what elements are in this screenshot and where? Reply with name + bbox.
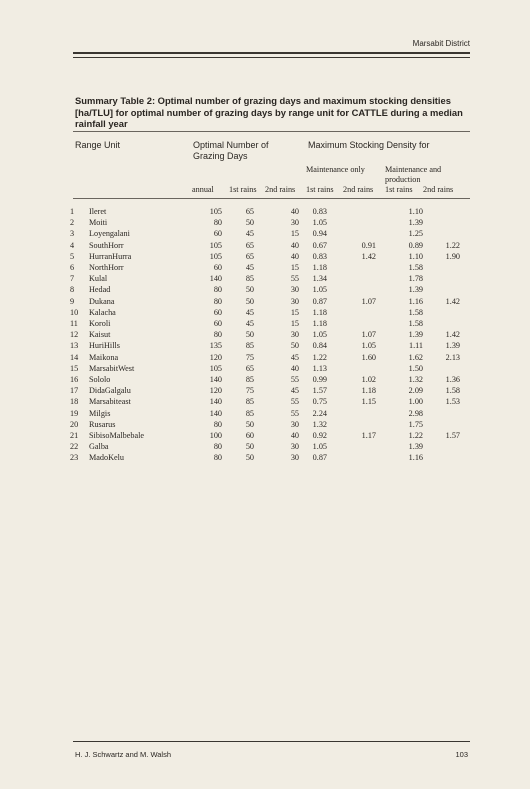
second-rains-days: 30	[290, 330, 299, 340]
maint-prod-2nd: 1.57	[445, 431, 460, 441]
annual-days: 120	[209, 386, 222, 396]
second-rains-days: 40	[290, 363, 299, 373]
first-rains-days: 45	[245, 307, 254, 317]
first-rains-days: 50	[245, 285, 254, 295]
table-row	[70, 385, 460, 396]
row-number: 1	[70, 207, 75, 216]
subheader-maintenance-only: Maintenance only	[306, 165, 365, 174]
second-rains-days: 40	[290, 207, 299, 216]
maint-prod-2nd	[423, 452, 460, 463]
first-rains-days: 85	[245, 341, 254, 351]
first-rains-days: 85	[245, 397, 254, 407]
row-number: 23	[70, 453, 79, 463]
row-number: 21	[70, 431, 79, 441]
row-number: 12	[70, 330, 79, 340]
caption-rule	[73, 131, 470, 132]
annual-days: 80	[213, 330, 222, 340]
table-row	[70, 217, 460, 228]
table-row	[70, 396, 460, 407]
first-rains-days: 65	[245, 363, 254, 373]
range-unit-name: Marsabiteast	[89, 397, 131, 407]
second-rains-days: 55	[290, 397, 299, 407]
maint-prod-1st: 1.16	[408, 296, 423, 306]
row-number: 5	[70, 251, 75, 261]
table-row	[70, 228, 460, 239]
maint-prod-1st: 1.10	[408, 251, 423, 261]
maint-only-1st: 0.83	[312, 207, 327, 216]
maint-only-2nd	[327, 262, 376, 273]
maint-only-2nd	[327, 206, 376, 217]
annual-days: 60	[213, 263, 222, 273]
maint-only-1st: 1.34	[312, 274, 327, 284]
first-rains-days: 85	[245, 274, 254, 284]
first-rains-days: 60	[245, 431, 254, 441]
maint-only-2nd: 1.17	[361, 431, 376, 441]
annual-days: 60	[213, 307, 222, 317]
table-row	[70, 251, 460, 262]
maint-prod-2nd: 1.39	[445, 341, 460, 351]
subheader-2nd-rains: 2nd rains	[343, 185, 374, 194]
maint-only-2nd	[327, 318, 376, 329]
second-rains-days: 30	[290, 419, 299, 429]
maint-prod-1st: 1.39	[408, 285, 423, 295]
range-unit-name: Galba	[89, 442, 109, 452]
maint-only-1st: 0.75	[312, 397, 327, 407]
range-unit-name: Rusarus	[89, 419, 116, 429]
second-rains-days: 15	[290, 307, 299, 317]
first-rains-days: 50	[245, 296, 254, 306]
annual-days: 80	[213, 296, 222, 306]
annual-days: 105	[209, 251, 222, 261]
range-unit-name: DidaGalgalu	[89, 386, 131, 396]
maint-prod-2nd: 2.13	[445, 352, 460, 362]
subheader-annual: annual	[192, 185, 214, 194]
maint-only-1st: 1.32	[312, 419, 327, 429]
maint-only-1st: 0.87	[312, 296, 327, 306]
range-unit-name: Milgis	[89, 408, 111, 418]
range-unit-name: HuriHills	[89, 341, 120, 351]
row-number: 18	[70, 397, 79, 407]
table-row	[70, 352, 460, 363]
maint-prod-2nd: 1.58	[445, 386, 460, 396]
row-number: 6	[70, 263, 75, 273]
maint-prod-1st: 1.25	[408, 229, 423, 239]
grazing-table	[70, 206, 460, 464]
maint-only-1st: 0.84	[312, 341, 327, 351]
row-number: 14	[70, 352, 79, 362]
second-rains-days: 30	[290, 285, 299, 295]
maint-prod-1st: 1.39	[408, 330, 423, 340]
second-rains-days: 55	[290, 274, 299, 284]
maint-only-1st: 0.87	[312, 453, 327, 463]
table-row	[70, 273, 460, 284]
maint-prod-2nd: 1.36	[445, 375, 460, 385]
maint-only-1st: 1.05	[312, 330, 327, 340]
row-number: 2	[70, 218, 75, 228]
table-row	[70, 329, 460, 340]
row-number: 15	[70, 363, 79, 373]
subheader-maintenance-production: Maintenance and production	[385, 165, 442, 184]
maint-prod-2nd	[423, 363, 460, 374]
annual-days: 105	[209, 363, 222, 373]
annual-days: 80	[213, 218, 222, 228]
table-row	[70, 452, 460, 463]
first-rains-days: 85	[245, 375, 254, 385]
second-rains-days: 50	[290, 341, 299, 351]
range-unit-name: SouthHorr	[89, 240, 124, 250]
annual-days: 60	[213, 229, 222, 239]
maint-prod-1st: 1.10	[408, 207, 423, 216]
maint-prod-1st: 2.98	[408, 408, 423, 418]
first-rains-days: 65	[245, 240, 254, 250]
maint-prod-1st: 1.16	[408, 453, 423, 463]
range-unit-name: HurranHurra	[89, 251, 132, 261]
table-row	[70, 441, 460, 452]
table-row	[70, 307, 460, 318]
maint-prod-1st: 1.58	[408, 307, 423, 317]
table-row	[70, 408, 460, 419]
table-row	[70, 284, 460, 295]
first-rains-days: 50	[245, 419, 254, 429]
row-number: 3	[70, 229, 75, 239]
first-rains-days: 45	[245, 263, 254, 273]
maint-prod-2nd	[423, 273, 460, 284]
maint-prod-2nd	[423, 318, 460, 329]
header-rule	[73, 52, 470, 54]
range-unit-name: Sololo	[89, 375, 111, 385]
annual-days: 135	[209, 341, 222, 351]
maint-prod-1st: 1.78	[408, 274, 423, 284]
second-rains-days: 45	[290, 386, 299, 396]
maint-only-1st: 0.99	[312, 375, 327, 385]
maint-prod-2nd	[423, 408, 460, 419]
first-rains-days: 45	[245, 319, 254, 329]
row-number: 16	[70, 375, 79, 385]
range-unit-name: MadoKelu	[89, 453, 125, 463]
second-rains-days: 15	[290, 229, 299, 239]
row-number: 11	[70, 319, 78, 329]
row-number: 7	[70, 274, 75, 284]
annual-days: 140	[209, 408, 222, 418]
subheader-2nd-rains: 2nd rains	[265, 185, 296, 194]
range-unit-name: Dukana	[89, 296, 115, 306]
subheader-1st-rains: 1st rains	[306, 185, 334, 194]
footer-authors: H. J. Schwartz and M. Walsh	[75, 750, 171, 759]
annual-days: 80	[213, 453, 222, 463]
maint-prod-2nd	[423, 441, 460, 452]
table-row	[70, 296, 460, 307]
maint-only-1st: 1.05	[312, 285, 327, 295]
first-rains-days: 85	[245, 408, 254, 418]
first-rains-days: 50	[245, 218, 254, 228]
second-rains-days: 30	[290, 296, 299, 306]
maint-only-1st: 0.83	[312, 251, 327, 261]
maint-only-2nd	[327, 273, 376, 284]
maint-only-1st: 1.05	[312, 442, 327, 452]
first-rains-days: 65	[245, 207, 254, 216]
maint-prod-2nd: 1.42	[445, 330, 460, 340]
row-number: 17	[70, 386, 79, 396]
maint-prod-1st: 1.00	[408, 397, 423, 407]
maint-prod-2nd	[423, 262, 460, 273]
annual-days: 80	[213, 442, 222, 452]
maint-prod-2nd	[423, 307, 460, 318]
maint-prod-1st: 1.62	[408, 352, 423, 362]
maint-only-1st: 1.18	[312, 319, 327, 329]
table-caption: Summary Table 2: Optimal number of grazing days and maximum stocking densities [ha/TLU] for optimal number of grazing days by range unit for CATTLE during a median rainfall year	[75, 95, 463, 129]
first-rains-days: 50	[245, 453, 254, 463]
annual-days: 80	[213, 285, 222, 295]
second-rains-days: 30	[290, 453, 299, 463]
maint-prod-1st: 1.39	[408, 218, 423, 228]
first-rains-days: 65	[245, 251, 254, 261]
range-unit-name: MarsabitWest	[89, 363, 135, 373]
running-header: Marsabit District	[412, 39, 470, 48]
range-unit-name: Hedad	[89, 285, 111, 295]
first-rains-days: 75	[245, 352, 254, 362]
table-row	[70, 240, 460, 251]
maint-only-2nd: 1.18	[361, 386, 376, 396]
maint-prod-1st: 1.58	[408, 263, 423, 273]
second-rains-days: 45	[290, 352, 299, 362]
header-bottom-rule	[73, 198, 470, 199]
maint-prod-1st: 1.75	[408, 419, 423, 429]
row-number: 20	[70, 419, 79, 429]
range-unit-name: Kulal	[89, 274, 108, 284]
range-unit-name: Kalacha	[89, 307, 116, 317]
second-rains-days: 15	[290, 319, 299, 329]
range-unit-name: Koroli	[89, 319, 111, 329]
first-rains-days: 75	[245, 386, 254, 396]
header-max-density: Maximum Stocking Density for	[308, 140, 430, 150]
first-rains-days: 45	[245, 229, 254, 239]
table-row	[70, 340, 460, 351]
row-number: 9	[70, 296, 75, 306]
maint-only-2nd	[327, 452, 376, 463]
subheader-1st-rains: 1st rains	[385, 185, 413, 194]
header-range-unit: Range Unit	[75, 140, 121, 150]
maint-only-1st: 1.22	[312, 352, 327, 362]
subheader-1st-rains: 1st rains	[229, 185, 257, 194]
maint-only-2nd	[327, 441, 376, 452]
second-rains-days: 55	[290, 408, 299, 418]
subheader-2nd-rains: 2nd rains	[423, 185, 454, 194]
row-number: 10	[70, 307, 79, 317]
maint-prod-1st: 1.50	[408, 363, 423, 373]
maint-only-1st: 1.57	[312, 386, 327, 396]
range-unit-name: SibisoMalbebale	[89, 431, 145, 441]
first-rains-days: 50	[245, 330, 254, 340]
second-rains-days: 30	[290, 442, 299, 452]
table-row	[70, 206, 460, 217]
maint-only-2nd: 1.07	[361, 330, 376, 340]
maint-prod-2nd: 1.42	[445, 296, 460, 306]
maint-only-2nd: 0.91	[361, 240, 376, 250]
maint-prod-2nd: 1.53	[445, 397, 460, 407]
row-number: 19	[70, 408, 79, 418]
maint-only-2nd: 1.02	[361, 375, 376, 385]
maint-only-2nd: 1.07	[361, 296, 376, 306]
maint-only-2nd	[327, 307, 376, 318]
range-unit-name: Moiti	[89, 218, 108, 228]
table-row	[70, 419, 460, 430]
maint-only-2nd: 1.15	[361, 397, 376, 407]
annual-days: 100	[209, 431, 222, 441]
maint-only-2nd	[327, 284, 376, 295]
header-rule-thin	[73, 57, 470, 58]
maint-prod-2nd	[423, 284, 460, 295]
maint-only-2nd: 1.60	[361, 352, 376, 362]
range-unit-name: Kaisut	[89, 330, 111, 340]
maint-only-1st: 1.13	[312, 363, 327, 373]
table-row	[70, 262, 460, 273]
maint-only-2nd: 1.42	[361, 251, 376, 261]
maint-only-1st: 2.24	[312, 408, 327, 418]
footer-rule	[73, 741, 470, 742]
maint-prod-1st: 1.22	[408, 431, 423, 441]
second-rains-days: 55	[290, 375, 299, 385]
maint-only-2nd	[327, 419, 376, 430]
range-unit-name: Maikona	[89, 352, 119, 362]
maint-prod-2nd	[423, 419, 460, 430]
table-row	[70, 374, 460, 385]
maint-only-2nd	[327, 363, 376, 374]
maint-only-2nd	[327, 228, 376, 239]
maint-only-1st: 0.92	[312, 431, 327, 441]
maint-prod-1st: 1.58	[408, 319, 423, 329]
maint-prod-2nd	[423, 228, 460, 239]
maint-prod-2nd	[423, 217, 460, 228]
row-number: 8	[70, 285, 75, 295]
maint-prod-1st: 2.09	[408, 386, 423, 396]
maint-prod-1st: 1.39	[408, 442, 423, 452]
annual-days: 80	[213, 419, 222, 429]
table-row	[70, 318, 460, 329]
page-number: 103	[455, 750, 468, 759]
maint-prod-2nd: 1.90	[445, 251, 460, 261]
first-rains-days: 50	[245, 442, 254, 452]
annual-days: 60	[213, 319, 222, 329]
table-row	[70, 430, 460, 441]
second-rains-days: 30	[290, 218, 299, 228]
second-rains-days: 40	[290, 240, 299, 250]
annual-days: 140	[209, 375, 222, 385]
second-rains-days: 40	[290, 431, 299, 441]
maint-prod-1st: 1.11	[408, 341, 423, 351]
range-unit-name: Ileret	[89, 207, 107, 216]
maint-prod-2nd	[423, 206, 460, 217]
annual-days: 120	[209, 352, 222, 362]
row-number: 4	[70, 240, 75, 250]
range-unit-name: NorthHorr	[89, 263, 124, 273]
annual-days: 140	[209, 397, 222, 407]
maint-prod-1st: 1.32	[408, 375, 423, 385]
maint-only-1st: 1.18	[312, 307, 327, 317]
maint-only-2nd	[327, 408, 376, 419]
second-rains-days: 40	[290, 251, 299, 261]
annual-days: 105	[209, 240, 222, 250]
annual-days: 105	[209, 207, 222, 216]
row-number: 13	[70, 341, 79, 351]
row-number: 22	[70, 442, 79, 452]
maint-only-1st: 1.05	[312, 218, 327, 228]
maint-only-1st: 0.67	[312, 240, 327, 250]
range-unit-name: Loyengalani	[89, 229, 130, 239]
table-row	[70, 363, 460, 374]
header-optimal-days: Optimal Number of Grazing Days	[193, 140, 269, 161]
maint-only-2nd	[327, 217, 376, 228]
maint-only-1st: 1.18	[312, 263, 327, 273]
maint-prod-1st: 0.89	[408, 240, 423, 250]
maint-prod-2nd: 1.22	[445, 240, 460, 250]
second-rains-days: 15	[290, 263, 299, 273]
maint-only-1st: 0.94	[312, 229, 327, 239]
maint-only-2nd: 1.05	[361, 341, 376, 351]
annual-days: 140	[209, 274, 222, 284]
